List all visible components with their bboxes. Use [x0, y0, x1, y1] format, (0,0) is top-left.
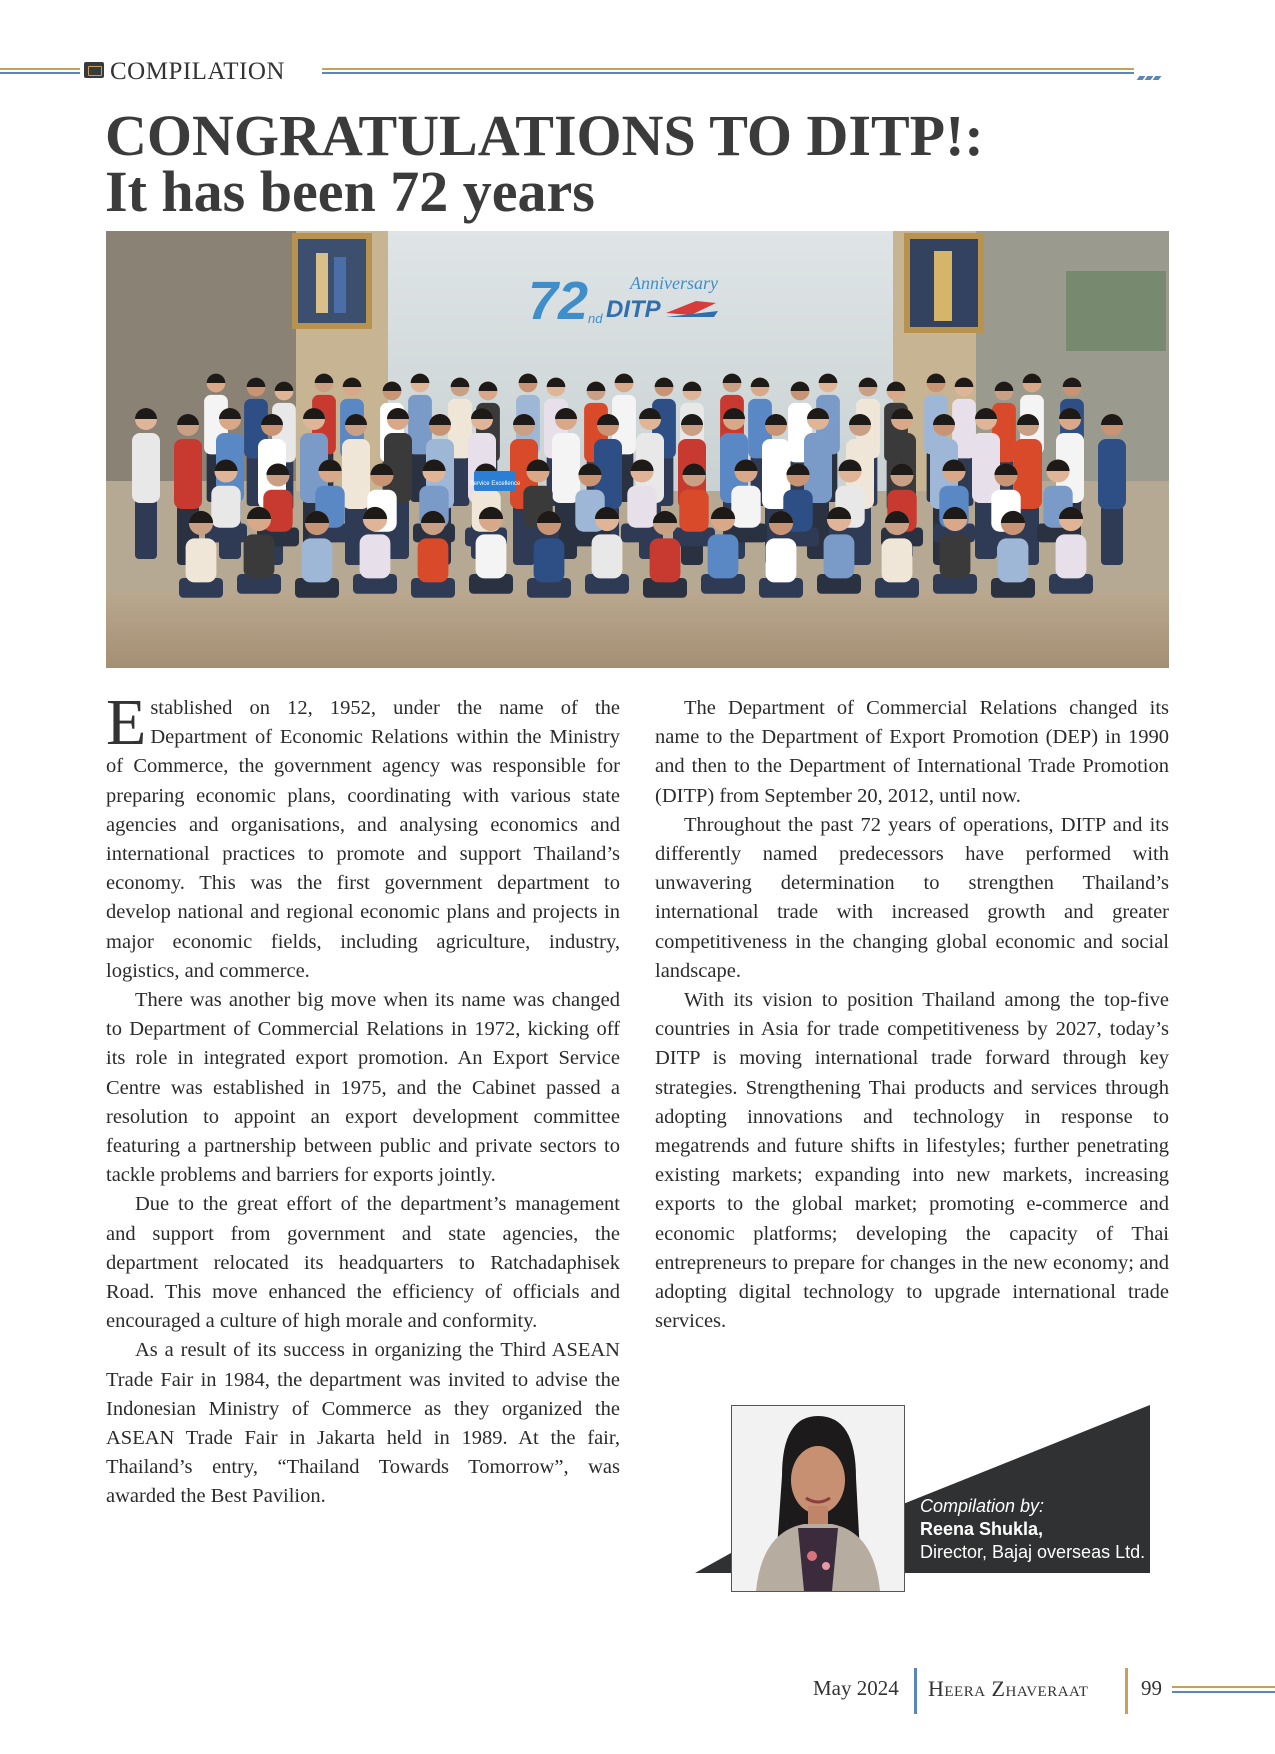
page-number: 99	[1141, 1676, 1162, 1700]
paragraph: With its vision to position Thailand among the top-five countries in Asia for trade competitiveness by 2027, today’s DITP is moving international trade forward through key strategies. Strengthening Thai products and services through adopting innovations and technology in response to megatrends and future shifts in lifestyles; further penetrating existing markets; expanding into new markets, increasing exports to the global market; promoting e-commerce and economic platforms; developing the capacity of Thai entrepreneurs to prepare for changes in the new economy; and adopting digital technology to upgrade international trade services.	[655, 989, 1169, 1333]
footer-rule-blue	[1172, 1691, 1275, 1693]
page-footer	[0, 1668, 1275, 1718]
section-header	[0, 58, 1275, 88]
paragraph: There was another big move when its name was changed to Department of Commercial Relations in 1972, kicking off its role in integrated export promotion. An Export Service Centre was established in 1975, and the Cabinet passed a resolution to appoint an export development committee featuring a partnership between public and private sectors to tackle problems and barriers for exports jointly.	[106, 989, 620, 1187]
author-name: Reena Shukla,	[920, 1519, 1044, 1539]
header-rule-left-gold	[0, 68, 80, 70]
header-rule-left-blue	[0, 72, 80, 74]
title-line-2: It has been 72 years	[105, 159, 595, 224]
author-credit	[920, 1495, 1145, 1564]
footer-date: May 2024	[813, 1676, 899, 1700]
header-rule-end-ornament	[1138, 67, 1162, 85]
drop-cap: E	[106, 686, 147, 759]
author-role: Director, Bajaj overseas Ltd.	[920, 1542, 1146, 1562]
section-label: COMPILATION	[110, 58, 285, 85]
author-photo	[731, 1405, 905, 1592]
author-box	[695, 1405, 1150, 1593]
right-column	[655, 694, 1169, 1336]
header-rule-right-blue	[322, 72, 1134, 74]
group-photo	[106, 231, 1169, 668]
paragraph: As a result of its success in organizing the Third ASEAN Trade Fair in 1984, the department was invited to advise the Indonesian Ministry of Commerce as they organized the ASEAN Trade Fair in Jakarta held in 1989. At the fair, Thailand’s entry, “Thailand Towards Tomorrow”, was awarded the Best Pavilion.	[106, 1339, 620, 1508]
banner-script: Anniversary	[630, 273, 718, 293]
paragraph: The Department of Commercial Relations changed its name to the Department of Export Promotion (DEP) in 1990 and then to the Department of International Trade Promotion (DITP) from September 20, 2012, until now.	[655, 697, 1169, 807]
footer-separator	[1125, 1668, 1128, 1714]
title-line-1: CONGRATULATIONS TO DITP!:	[105, 103, 984, 168]
footer-rule-gold	[1172, 1686, 1275, 1688]
paragraph: Due to the great effort of the department’s management and support from government and state agencies, the department relocated its headquarters to Ratchadaphisek Road. This move enhanced the efficiency of officials and encouraged a culture of high morale and conformity.	[106, 1193, 620, 1333]
footer-separator	[914, 1668, 917, 1714]
footer-publication: Heera Zhaveraat	[928, 1676, 1089, 1701]
author-label: Compilation by:	[920, 1496, 1045, 1516]
banner-suffix: nd	[588, 311, 603, 326]
paragraph: Throughout the past 72 years of operations, DITP and its differently named predecessors have performed with unwavering determination to strengthen Thailand’s international trade with increased growth and greater competitiveness in the changing global economic and social landscape.	[655, 813, 1169, 982]
article-title	[105, 103, 1175, 224]
paragraph-intro	[106, 686, 620, 986]
banner-number: 72	[528, 271, 589, 331]
photo-sign: Service Excellence	[469, 481, 521, 487]
banner-org: DITP	[606, 296, 661, 323]
magazine-logo-icon	[84, 62, 104, 78]
left-column	[106, 686, 620, 1512]
paragraph-intro-text: stablished on 12, 1952, under the name of the Department of Economic Relations within the Ministry of Commerce, the government agency was responsible for preparing economic plans, coordinating with various state agencies and organisations, and analysing economics and international practices to promote and support Thailand’s economy. This was the first government department to develop national and regional economic plans and projects in major economic fields, including agriculture, industry, logistics, and commerce.	[106, 697, 620, 982]
header-rule-right-gold	[322, 68, 1134, 70]
